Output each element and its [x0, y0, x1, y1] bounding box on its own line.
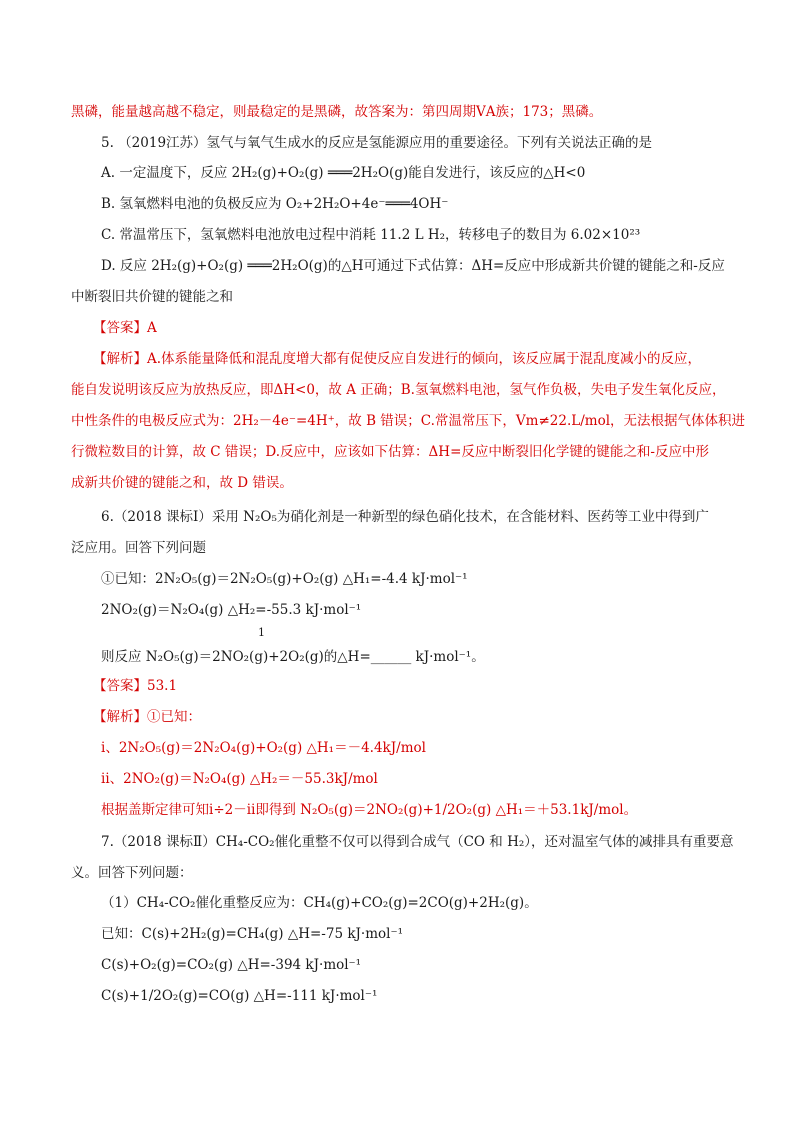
question-6-known-1: ①已知：2N₂O₅(g)＝2N₂O₅(g)+O₂(g) △H₁=-4.4 kJ·mol⁻¹ [101, 571, 468, 587]
question-5-option-b: B. 氢氧燃料电池的负极反应为 O₂+2H₂O+4e⁻═══4OH⁻ [101, 196, 449, 212]
question-5-analysis-line: 能自发说明该反应为放热反应，即ΔH<0，故 A 正确；B.氢氧燃料电池，氢气作负极，失电子发生氧化反应， [71, 382, 726, 398]
question-6-stem-cont: 泛应用。回答下列问题 [71, 540, 206, 556]
question-6-target: 则反应 N₂O₅(g)＝2NO₂(g)+2O₂(g)的△H=______ kJ·mol⁻¹。 [101, 649, 485, 665]
fraction-numerator: 1 [258, 626, 265, 639]
question-6-analysis-i: ⅰ、2N₂O₅(g)＝2N₂O₄(g)+O₂(g) △H₁＝－4.4kJ/mol [101, 740, 426, 756]
previous-answer-tail: 黑磷，能量越高越不稳定，则最稳定的是黑磷，故答案为：第四周期ⅤA族；173；黑磷。 [71, 104, 603, 120]
question-5-option-d-cont: 中断裂旧共价键的键能之和 [71, 289, 233, 305]
question-6-analysis-conclusion: 根据盖斯定律可知ⅰ÷2－ⅱ即得到 N₂O₅(g)＝2NO₂(g)+1/2O₂(g) △H₁＝＋53.1kJ/mol。 [101, 802, 638, 818]
question-7-stem-cont: 义。回答下列问题： [71, 865, 193, 881]
question-5-option-a: A. 一定温度下，反应 2H₂(g)+O₂(g) ═══2H₂O(g)能自发进行，该反应的△H<0 [101, 165, 586, 181]
question-6-stem: 6.（2018 课标Ⅰ）采用 N₂O₅为硝化剂是一种新型的绿色硝化技术，在含能材料、医药等工业中得到广 [101, 509, 709, 525]
question-5-answer: 【答案】A [93, 320, 157, 336]
question-7-stem: 7.（2018 课标Ⅱ）CH₄-CO₂催化重整不仅可以得到合成气（CO 和 H₂），还对温室气体的减排具有重要意 [101, 834, 734, 850]
question-6-known-2: 2NO₂(g)＝N₂O₄(g) △H₂=-55.3 kJ·mol⁻¹ [101, 602, 362, 618]
question-5-analysis-line: 中性条件的电极反应式为：2H₂－4e⁻=4H⁺，故 B 错误；C.常温常压下，Vm≠22.L/mol，无法根据气体体积进 [71, 413, 746, 429]
question-5-option-d: D. 反应 2H₂(g)+O₂(g) ═══2H₂O(g)的△H可通过下式估算：ΔH=反应中形成新共价键的键能之和-反应 [101, 258, 725, 274]
question-7-known-1: 已知：C(s)+2H₂(g)=CH₄(g) △H=-75 kJ·mol⁻¹ [101, 926, 404, 942]
question-6-analysis-ii: ⅱ、2NO₂(g)＝N₂O₄(g) △H₂＝－55.3kJ/mol [101, 771, 378, 787]
question-7-known-3: C(s)+1/2O₂(g)=CO(g) △H=-111 kJ·mol⁻¹ [101, 988, 378, 1004]
question-6-answer: 【答案】53.1 [93, 678, 178, 694]
question-7-known-2: C(s)+O₂(g)=CO₂(g) △H=-394 kJ·mol⁻¹ [101, 957, 362, 973]
question-7-part-1: （1）CH₄-CO₂催化重整反应为：CH₄(g)+CO₂(g)=2CO(g)+2H₂(g)。 [101, 895, 538, 911]
question-5-analysis-line: 成新共价键的键能之和，故 D 错误。 [71, 475, 293, 491]
question-5-stem: 5. （2019江苏）氢气与氧气生成水的反应是氢能源应用的重要途径。下列有关说法正确的是 [101, 135, 653, 151]
question-6-analysis: 【解析】①已知： [93, 709, 201, 725]
question-5-analysis: 【解析】A.体系能量降低和混乱度增大都有促使反应自发进行的倾向，该反应属于混乱度减小的反应， [93, 351, 702, 367]
question-5-analysis-line: 行微粒数目的计算，故 C 错误；D.反应中，应该如下估算：ΔH=反应中断裂旧化学键的键能之和-反应中形 [71, 444, 709, 460]
question-5-option-c: C. 常温常压下，氢氧燃料电池放电过程中消耗 11.2 L H₂，转移电子的数目为 6.02×10²³ [101, 227, 641, 243]
